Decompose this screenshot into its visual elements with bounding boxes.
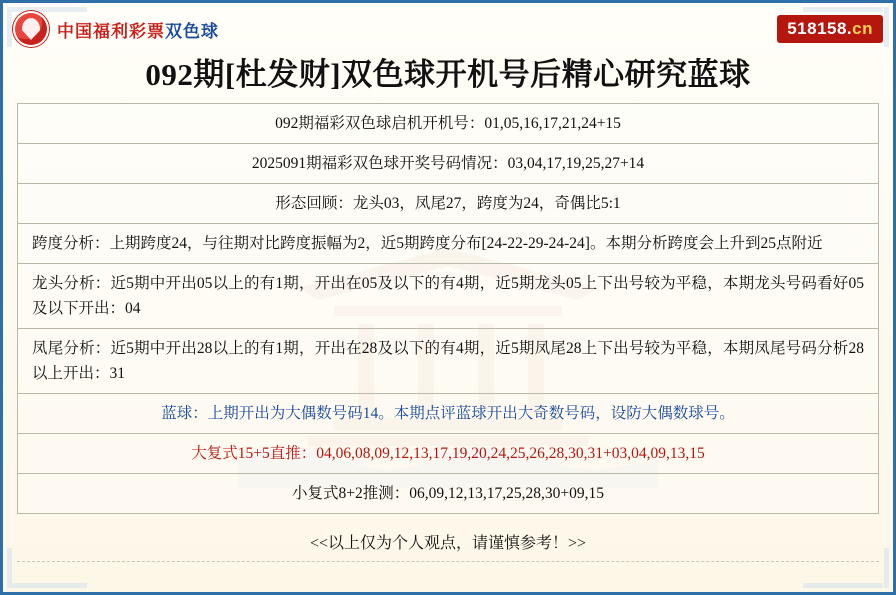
table-row: 2025091期福彩双色球开奖号码情况：03,04,17,19,25,27+14: [18, 144, 878, 184]
site-badge-main: 518158.: [787, 19, 853, 38]
table-row: 跨度分析：上期跨度24，与往期对比跨度振幅为2，近5期跨度分布[24-22-29-24-24]。本期分析跨度会上升到25点附近: [18, 224, 878, 264]
page-header: [3, 3, 893, 55]
brand-highlight: 双色球: [165, 21, 219, 41]
brand-name-cn: 中国福利彩票: [57, 21, 165, 41]
disclaimer-note: <<以上仅为个人观点，请谨慎参考！>>: [309, 535, 587, 552]
table-row: 凤尾分析：近5期中开出28以上的有1期，开出在28及以下的有4期，近5期凤尾28上下出号较为平稳，本期凤尾号码分析28以上开出：31: [18, 329, 878, 394]
table-row: 092期福彩双色球启机开机号：01,05,16,17,21,24+15: [18, 104, 878, 144]
table-row: 龙头分析：近5期中开出05以上的有1期，开出在05及以下的有4期，近5期龙头05上下出号较为平稳，本期龙头号码看好05及以下开出：04: [18, 264, 878, 329]
table-row: 小复式8+2推测：06,09,12,13,17,25,28,30+09,15: [292, 485, 604, 502]
page-title: 092期[杜发财]双色球开机号后精心研究蓝球: [145, 57, 751, 92]
welfare-lottery-logo-icon: [13, 11, 49, 47]
brand: [13, 11, 219, 47]
site-badge: [777, 15, 883, 43]
brand-text: [57, 17, 219, 42]
table-row: 蓝球：上期开出为大偶数号码14。本期点评蓝球开出大奇数号码，设防大偶数球号。: [18, 394, 878, 434]
bottom-divider: [17, 561, 879, 562]
site-badge-tld: cn: [852, 19, 873, 38]
analysis-table: [17, 103, 879, 514]
table-row: 大复式15+5直推：04,06,08,09,12,13,17,19,20,24,25,26,28,30,31+03,04,09,13,15: [18, 434, 878, 474]
table-row: 形态回顾：龙头03，凤尾27，跨度为24，奇偶比5:1: [18, 184, 878, 224]
